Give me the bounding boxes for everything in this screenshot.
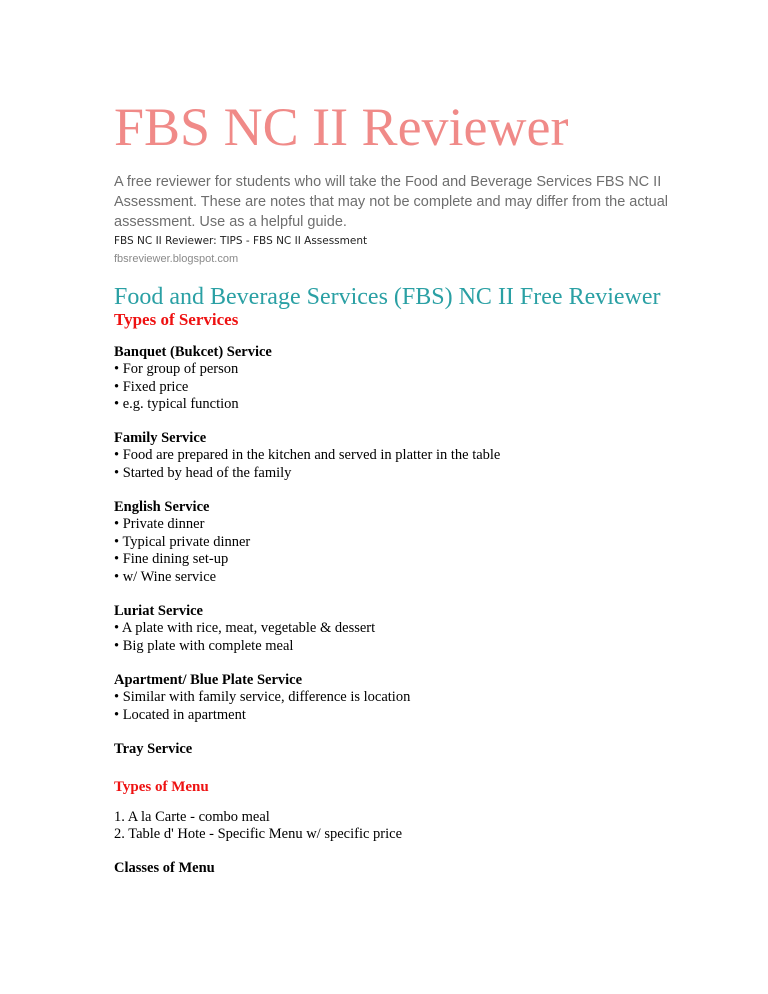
- service-section-apartment: [114, 672, 714, 724]
- list-item: • Big plate with complete meal: [114, 637, 294, 654]
- post-title[interactable]: Food and Beverage Services (FBS) NC II Free Reviewer: [114, 284, 661, 310]
- page-title-line: FBS NC II Reviewer: TIPS - FBS NC II Assessment: [114, 235, 368, 247]
- menu-types-list: [114, 809, 714, 844]
- service-section-english: [114, 499, 714, 586]
- list-item: • A plate with rice, meat, vegetable & dessert: [114, 620, 376, 637]
- classes-of-menu-heading: Classes of Menu: [114, 860, 215, 876]
- service-title: English Service: [114, 499, 210, 515]
- list-item: • Fine dining set-up: [114, 551, 229, 568]
- service-title: Banquet (Bukcet) Service: [114, 344, 272, 360]
- service-title: Family Service: [114, 430, 207, 446]
- service-section-family: [114, 430, 714, 482]
- service-title: Apartment/ Blue Plate Service: [114, 672, 303, 688]
- list-item: • Started by head of the family: [114, 464, 292, 481]
- list-item: • Located in apartment: [114, 706, 246, 723]
- list-item: 1. A la Carte - combo meal: [114, 809, 270, 825]
- service-section-tray: [114, 741, 714, 758]
- list-item: • w/ Wine service: [114, 568, 217, 585]
- blog-title[interactable]: FBS NC II Reviewer: [114, 97, 569, 157]
- list-item: • Food are prepared in the kitchen and served in platter in the table: [114, 447, 501, 464]
- list-item: 2. Table d' Hote - Specific Menu w/ specific price: [114, 826, 403, 843]
- service-section-luriat: [114, 603, 714, 655]
- types-of-services-heading: Types of Services: [114, 310, 239, 329]
- service-title: Luriat Service: [114, 603, 203, 619]
- types-of-menu-heading: Types of Menu: [114, 779, 209, 795]
- classes-of-menu-section: [114, 860, 714, 877]
- blog-url[interactable]: fbsreviewer.blogspot.com: [114, 253, 239, 265]
- list-item: • Private dinner: [114, 516, 205, 533]
- list-item: • For group of person: [114, 361, 239, 378]
- list-item: • e.g. typical function: [114, 396, 239, 413]
- blog-description: A free reviewer for students who will take the Food and Beverage Services FBS NC II Assessment. These are notes that may not be complete and may differ from the actual assessment. Use as a helpful guide.: [114, 174, 668, 230]
- list-item: • Typical private dinner: [114, 533, 251, 550]
- service-section-banquet: [114, 344, 714, 414]
- list-item: • Similar with family service, difference is location: [114, 689, 411, 706]
- list-item: • Fixed price: [114, 378, 189, 395]
- service-title: Tray Service: [114, 741, 193, 757]
